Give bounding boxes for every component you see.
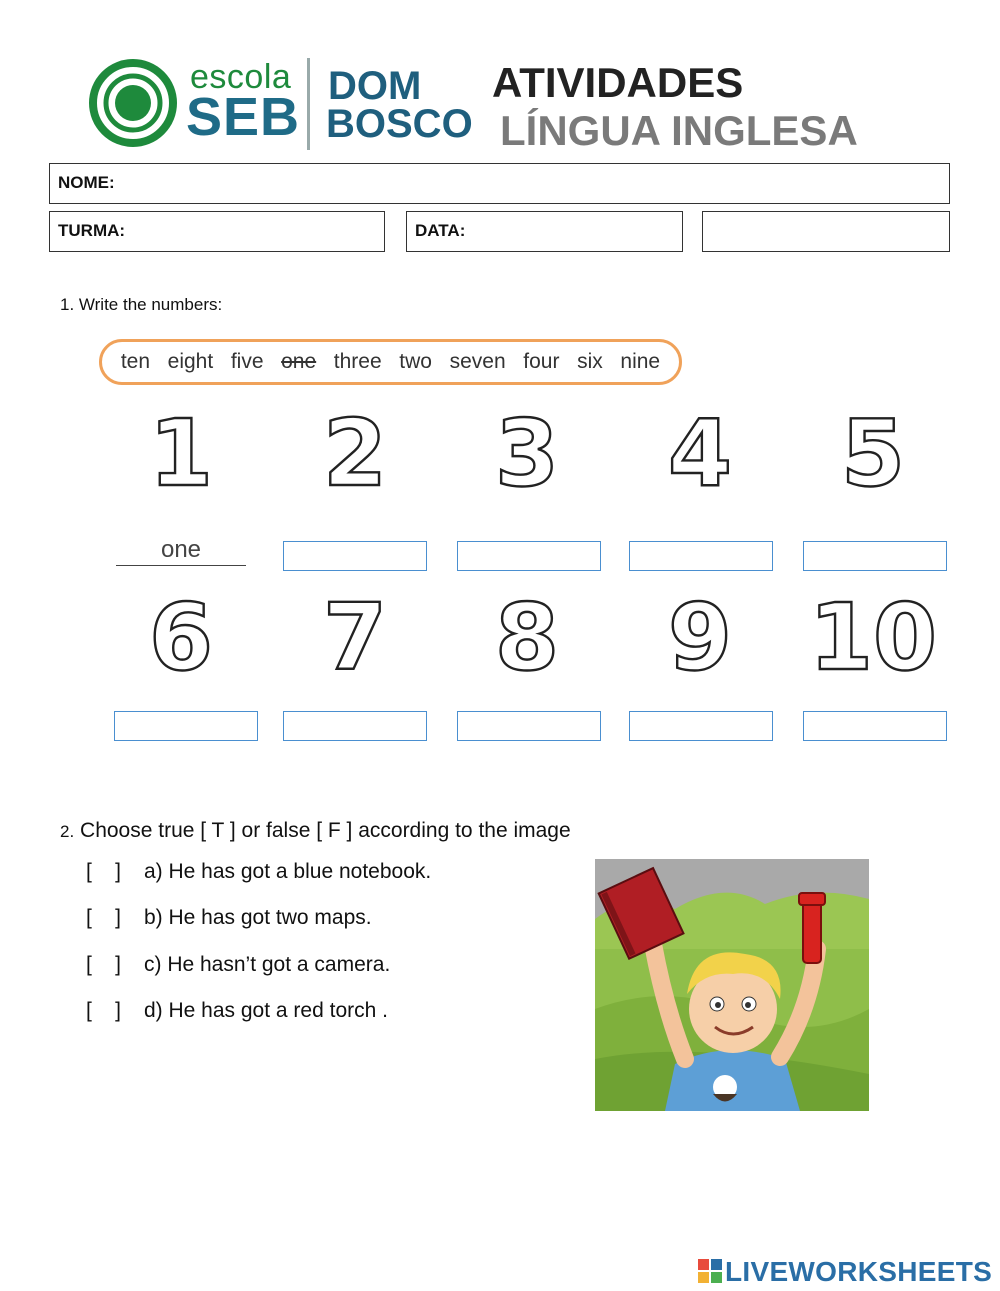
question-1-prompt: 1. Write the numbers:: [60, 295, 223, 314]
escola-logo-icon: [88, 58, 178, 148]
word-bank-item: four: [523, 350, 560, 373]
number-9-graphic: 9: [667, 584, 732, 691]
question-2-prompt: [60, 819, 571, 843]
statement-d: [86, 999, 388, 1023]
liveworksheets-brand: LIVEWORKSHEETS: [725, 1256, 993, 1287]
date-field[interactable]: [406, 211, 683, 252]
answer-bracket-a[interactable]: [ ]: [86, 860, 122, 883]
class-field[interactable]: [49, 211, 385, 252]
statement-a-text: a) He has got a blue notebook.: [144, 860, 432, 883]
statement-b: [86, 906, 372, 930]
page-subtitle: LÍNGUA INGLESA: [500, 107, 858, 154]
number-3-graphic: 3: [494, 400, 559, 507]
answer-bracket-d[interactable]: [ ]: [86, 999, 122, 1022]
blank-field[interactable]: [702, 211, 950, 252]
answer-input-4[interactable]: [629, 541, 773, 571]
answer-bracket-b[interactable]: [ ]: [86, 906, 122, 929]
answer-input-9[interactable]: [629, 711, 773, 741]
answer-input-7[interactable]: [283, 711, 427, 741]
logo-escola-text: escola: [190, 58, 292, 96]
statement-c: [86, 953, 390, 977]
logo-bosco-text: BOSCO: [326, 102, 473, 146]
logo-dom-text: DOM: [328, 64, 422, 108]
word-bank-item: nine: [620, 350, 661, 373]
answer-input-10[interactable]: [803, 711, 947, 741]
statement-c-text: c) He hasn’t got a camera.: [144, 953, 391, 976]
page-title: ATIVIDADES: [492, 59, 744, 106]
word-bank: [99, 339, 682, 385]
word-bank-item: five: [230, 350, 264, 373]
word-bank-item: ten: [120, 350, 151, 373]
statement-b-text: b) He has got two maps.: [144, 906, 372, 929]
word-bank-item: eight: [167, 350, 214, 373]
answer-bracket-c[interactable]: [ ]: [86, 953, 122, 976]
logo-divider: [307, 58, 310, 150]
name-label: NOME:: [58, 173, 115, 192]
boy-illustration: [595, 859, 869, 1111]
number-7-graphic: 7: [322, 584, 387, 691]
number-10-graphic: 10: [808, 584, 938, 691]
answer-input-2[interactable]: [283, 541, 427, 571]
question-2-number: 2.: [60, 822, 75, 841]
answer-input-5[interactable]: [803, 541, 947, 571]
logo-seb-text: SEB: [186, 87, 301, 147]
word-bank-item: six: [577, 350, 603, 373]
number-2-graphic: 2: [322, 400, 387, 507]
answer-input-3[interactable]: [457, 541, 601, 571]
example-answer-one: one: [116, 535, 246, 566]
word-bank-item: two: [399, 350, 432, 373]
name-field[interactable]: [49, 163, 950, 204]
word-bank-item: three: [333, 350, 382, 373]
number-5-graphic: 5: [840, 400, 905, 507]
statement-a: [86, 860, 431, 884]
word-bank-item: seven: [449, 350, 506, 373]
liveworksheets-logo-icon: [698, 1259, 722, 1283]
date-label: DATA:: [415, 221, 466, 240]
number-6-graphic: 6: [148, 584, 213, 691]
class-label: TURMA:: [58, 221, 126, 240]
answer-input-6[interactable]: [114, 711, 258, 741]
question-2-text: Choose true [ T ] or false [ F ] according to the image: [80, 819, 571, 842]
number-8-graphic: 8: [494, 584, 559, 691]
statement-d-text: d) He has got a red torch .: [144, 999, 388, 1022]
number-1-graphic: 1: [148, 400, 213, 507]
answer-input-8[interactable]: [457, 711, 601, 741]
word-bank-item-used: one: [281, 350, 317, 373]
number-4-graphic: 4: [667, 400, 732, 507]
